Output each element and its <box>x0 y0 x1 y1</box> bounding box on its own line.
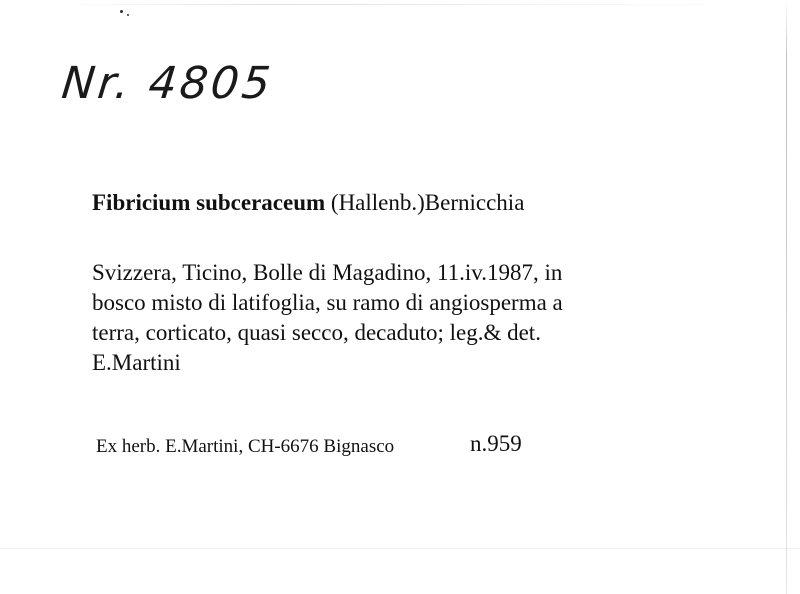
locality-line: E.Martini <box>92 350 181 375</box>
scan-edge-top <box>60 4 760 5</box>
handwritten-catalog-number: Nr. 4805 <box>59 58 276 109</box>
specimen-number: n.959 <box>470 431 522 456</box>
herbarium-source: Ex herb. E.Martini, CH-6676 Bignasco <box>96 436 395 457</box>
scan-speck <box>120 10 123 13</box>
scan-edge-right <box>786 0 787 594</box>
scan-speck <box>127 14 129 16</box>
locality-line: terra, corticato, quasi secco, decaduto; leg.& det. <box>92 320 541 345</box>
locality-line: Svizzera, Ticino, Bolle di Magadino, 11.iv.1987, in <box>92 260 563 285</box>
scan-edge-bottom <box>0 548 800 549</box>
species-line <box>92 188 524 218</box>
locality-text <box>92 258 692 378</box>
locality-line: bosco misto di latifoglia, su ramo di angiosperma a <box>92 290 563 315</box>
species-author: (Hallenb.)Bernicchia <box>330 190 525 215</box>
species-name: Fibricium subceraceum <box>92 190 326 215</box>
